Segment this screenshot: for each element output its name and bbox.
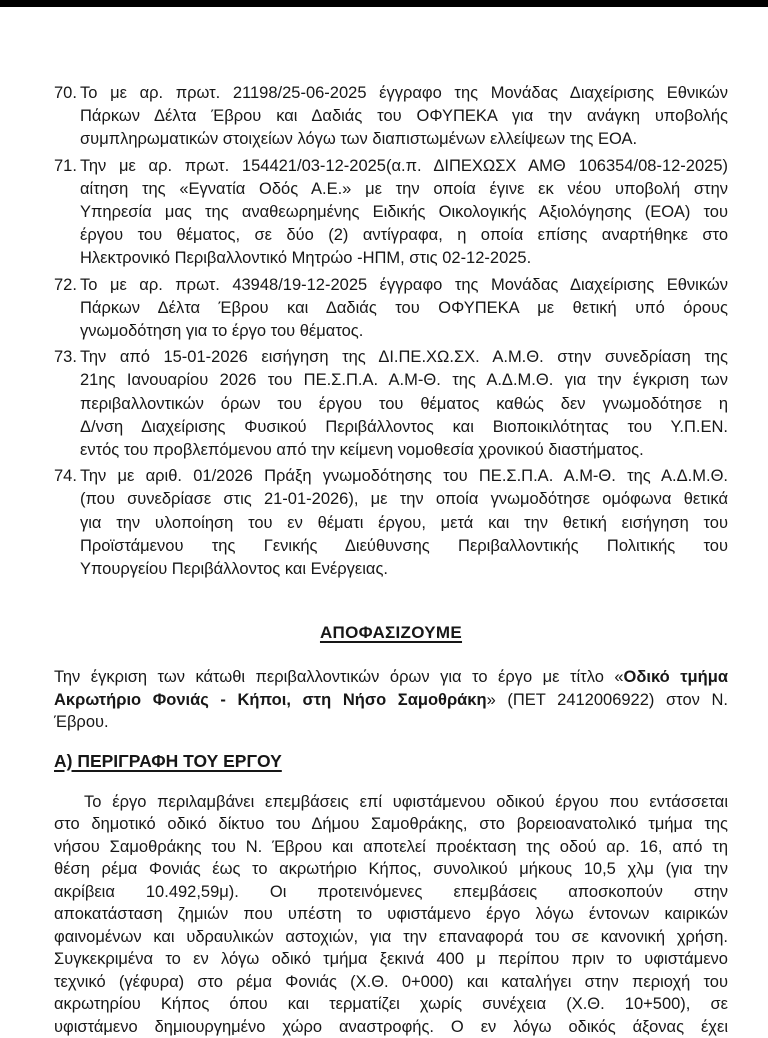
text-line	[54, 813, 728, 836]
text-segment: εντός του προβλεπόμενου από την κείμενη νομοθεσία χρονικού διαστήματος.	[80, 441, 644, 460]
text-line	[54, 836, 728, 859]
text-line	[54, 711, 728, 734]
list-item-text	[80, 346, 728, 462]
text-line	[80, 82, 728, 105]
list-item	[54, 346, 728, 462]
list-item-number: 70.	[54, 84, 77, 102]
text-line	[80, 128, 728, 151]
text-line	[54, 791, 728, 814]
decision-paragraph	[54, 666, 728, 734]
text-segment: Το με αρ. πρωτ. 43948/19-12-2025 έγγραφο της Μονάδας Διαχείρισης Εθνικών	[80, 275, 728, 294]
text-line	[80, 488, 728, 511]
text-line	[80, 439, 728, 462]
bold-text-segment: Ακρωτήριο Φονιάς - Κήποι, στη Νήσο Σαμοθράκη	[54, 690, 487, 709]
list-item-number: 73.	[54, 348, 77, 367]
decision-heading: ΑΠΟΦΑΣΙΖΟΥΜΕ	[319, 623, 463, 643]
text-segment: ακρωτηρίου Κήπος όπου και τερματίζει χωρίς συνέχεια (Χ.Θ. 10+500), σε	[54, 995, 728, 1014]
text-segment: Δ/νση Διαχείρισης Φυσικού Περιβάλλοντος και Βιοποικιλότητας του Υ.Π.ΕΝ.	[80, 417, 728, 436]
reference-list	[54, 82, 728, 581]
text-line	[54, 903, 728, 926]
list-item	[54, 82, 728, 152]
text-segment: γνωμοδότηση για το έργο του θέματος.	[80, 322, 364, 341]
text-line	[54, 689, 728, 712]
text-line	[80, 201, 728, 224]
text-line	[54, 666, 728, 689]
text-line	[80, 297, 728, 320]
text-line	[80, 105, 728, 128]
text-line	[54, 1016, 728, 1038]
list-item-text	[80, 155, 728, 271]
text-segment: 21ης Ιανουαρίου 2026 του ΠΕ.Σ.Π.Α. Α.Μ-Θ. της Α.Δ.Μ.Θ. για την έγκριση των	[80, 371, 728, 390]
text-line	[54, 971, 728, 994]
text-segment: Την έγκριση των κάτωθι περιβαλλοντικών όρων για το έργο με τίτλο «	[54, 668, 624, 687]
page-top-edge	[0, 0, 768, 7]
text-line	[80, 535, 728, 558]
text-line	[54, 858, 728, 881]
description-paragraph	[54, 791, 728, 1038]
text-line	[80, 346, 728, 369]
list-item-number: 74.	[54, 467, 77, 486]
text-line	[80, 416, 728, 439]
list-item-text	[80, 465, 728, 581]
text-segment: συμπληρωματικών στοιχείων λόγω των διαπιστωμένων ελλείψεων της ΕΟΑ.	[80, 130, 638, 149]
text-segment: Το με αρ. πρωτ. 21198/25-06-2025 έγγραφο της Μονάδας Διαχείρισης Εθνικών	[80, 84, 728, 102]
text-segment: Έβρου.	[54, 713, 109, 732]
list-item-text	[80, 82, 728, 152]
text-segment: στο δημοτικό οδικό δίκτυο του Δήμου Σαμοθράκης, στο βορειοανατολικό τμήμα της	[54, 815, 728, 834]
text-segment: Ηλεκτρονικό Περιβαλλοντικό Μητρώο -ΗΠΜ, στις 02-12-2025.	[80, 249, 532, 268]
list-item-number: 71.	[54, 156, 77, 175]
list-item	[54, 465, 728, 581]
text-line	[80, 393, 728, 416]
text-segment: υφιστάμενο δημιουργημένο χώρο αναστροφής. Ο εν λόγω οδικός άξονας έχει	[54, 1017, 728, 1036]
text-segment: ακρίβεια 10.492,59μ). Οι προτεινόμενες επεμβάσεις αποσκοπούν στην	[54, 882, 728, 901]
text-line	[80, 369, 728, 392]
list-item-text	[80, 274, 728, 344]
text-segment: φαινομένων και υδραυλικών αστοχιών, για την επαναφορά του σε κανονική χρήση.	[54, 927, 728, 946]
text-line	[54, 881, 728, 904]
text-segment: (που συνεδρίασε στις 21-01-2026), με την οποία γνωμοδότησε ομόφωνα θετικά	[80, 490, 728, 509]
text-segment: Συγκεκριμένα το εν λόγω οδικό τμήμα ξεκινά 400 μ περίπου πριν το υφιστάμενο	[54, 950, 728, 969]
list-item	[54, 274, 728, 344]
text-line	[54, 948, 728, 971]
text-segment: περιβαλλοντικών όρων του έργου του θέματος καθώς δεν γνωμοδότησε η	[80, 394, 728, 413]
text-line	[80, 247, 728, 270]
text-line	[80, 155, 728, 178]
text-segment: Την με αρ. πρωτ. 154421/03-12-2025(α.π. ΔΙΠΕΧΩΣΧ ΑΜΘ 106354/08-12-2025)	[80, 156, 728, 175]
text-segment: Την από 15-01-2026 εισήγηση της ΔΙ.ΠΕ.ΧΩ.ΣΧ. Α.Μ.Θ. στην συνεδρίαση της	[80, 348, 728, 367]
text-segment: έργου του θέματος, σε δύο (2) αντίγραφα, η οποία επίσης αναρτήθηκε στο	[80, 226, 728, 245]
text-line	[80, 178, 728, 201]
text-line	[80, 274, 728, 297]
list-item-number: 72.	[54, 275, 77, 294]
text-segment: θέση ρέμα Φονιάς έως το ακρωτήριο Κήπος, συνολικού μήκους 10,5 χλμ (για την	[54, 860, 728, 879]
text-segment: Το έργο περιλαμβάνει επεμβάσεις επί υφιστάμενου οδικού έργου που εντάσσεται	[84, 792, 728, 811]
text-line	[80, 558, 728, 581]
text-line	[80, 465, 728, 488]
text-segment: Την με αριθ. 01/2026 Πράξη γνωμοδότησης του ΠΕ.Σ.Π.Α. Α.Μ-Θ. της Α.Δ.Μ.Θ.	[80, 467, 728, 486]
list-item	[54, 155, 728, 271]
text-line	[80, 320, 728, 343]
text-segment: Προϊστάμενου της Γενικής Διεύθυνσης Περιβαλλοντικής Πολιτικής του	[80, 536, 728, 555]
section-heading: Α) ΠΕΡΙΓΡΑΦΗ ΤΟΥ ΕΡΓΟΥ	[54, 750, 282, 771]
text-segment: Υπουργείου Περιβάλλοντος και Ενέργειας.	[80, 560, 389, 579]
text-line	[80, 512, 728, 535]
text-segment: νήσου Σαμοθράκης του Ν. Έβρου και αποτελεί προέκταση της οδού αρ. 16, από τη	[54, 837, 728, 856]
text-segment: τεχνικό (γέφυρα) στο ρέμα Φονιάς (Χ.Θ. 0+000) και καταλήγει στην περιοχή του	[54, 972, 728, 991]
text-segment: Πάρκων Δέλτα Έβρου και Δαδιάς του ΟΦΥΠΕΚΑ για την ανάγκη υποβολής	[80, 107, 728, 126]
text-segment: αίτηση της «Εγνατία Οδός Α.Ε.» με την οποία έγινε εκ νέου υποβολή στην	[80, 179, 728, 198]
text-segment: για την υλοποίηση του εν θέματι έργου, μετά και την θετική εισήγηση του	[80, 513, 728, 532]
text-line	[80, 224, 728, 247]
bold-text-segment: Οδικό τμήμα	[623, 668, 728, 687]
text-segment: » (ΠΕΤ 2412006922) στον Ν.	[486, 690, 728, 709]
text-line	[54, 993, 728, 1016]
text-segment: Υπηρεσία μας της αναθεωρημένης Ειδικής Οικολογικής Αξιολόγησης (ΕΟΑ) του	[80, 203, 728, 222]
text-segment: αποκατάσταση ζημιών που υπέστη το υφιστάμενο έργο λόγω έντονων καιρικών	[54, 905, 728, 924]
text-line	[54, 926, 728, 949]
text-segment: Πάρκων Δέλτα Έβρου και Δαδιάς του ΟΦΥΠΕΚΑ με θετική υπό όρους	[80, 298, 728, 317]
